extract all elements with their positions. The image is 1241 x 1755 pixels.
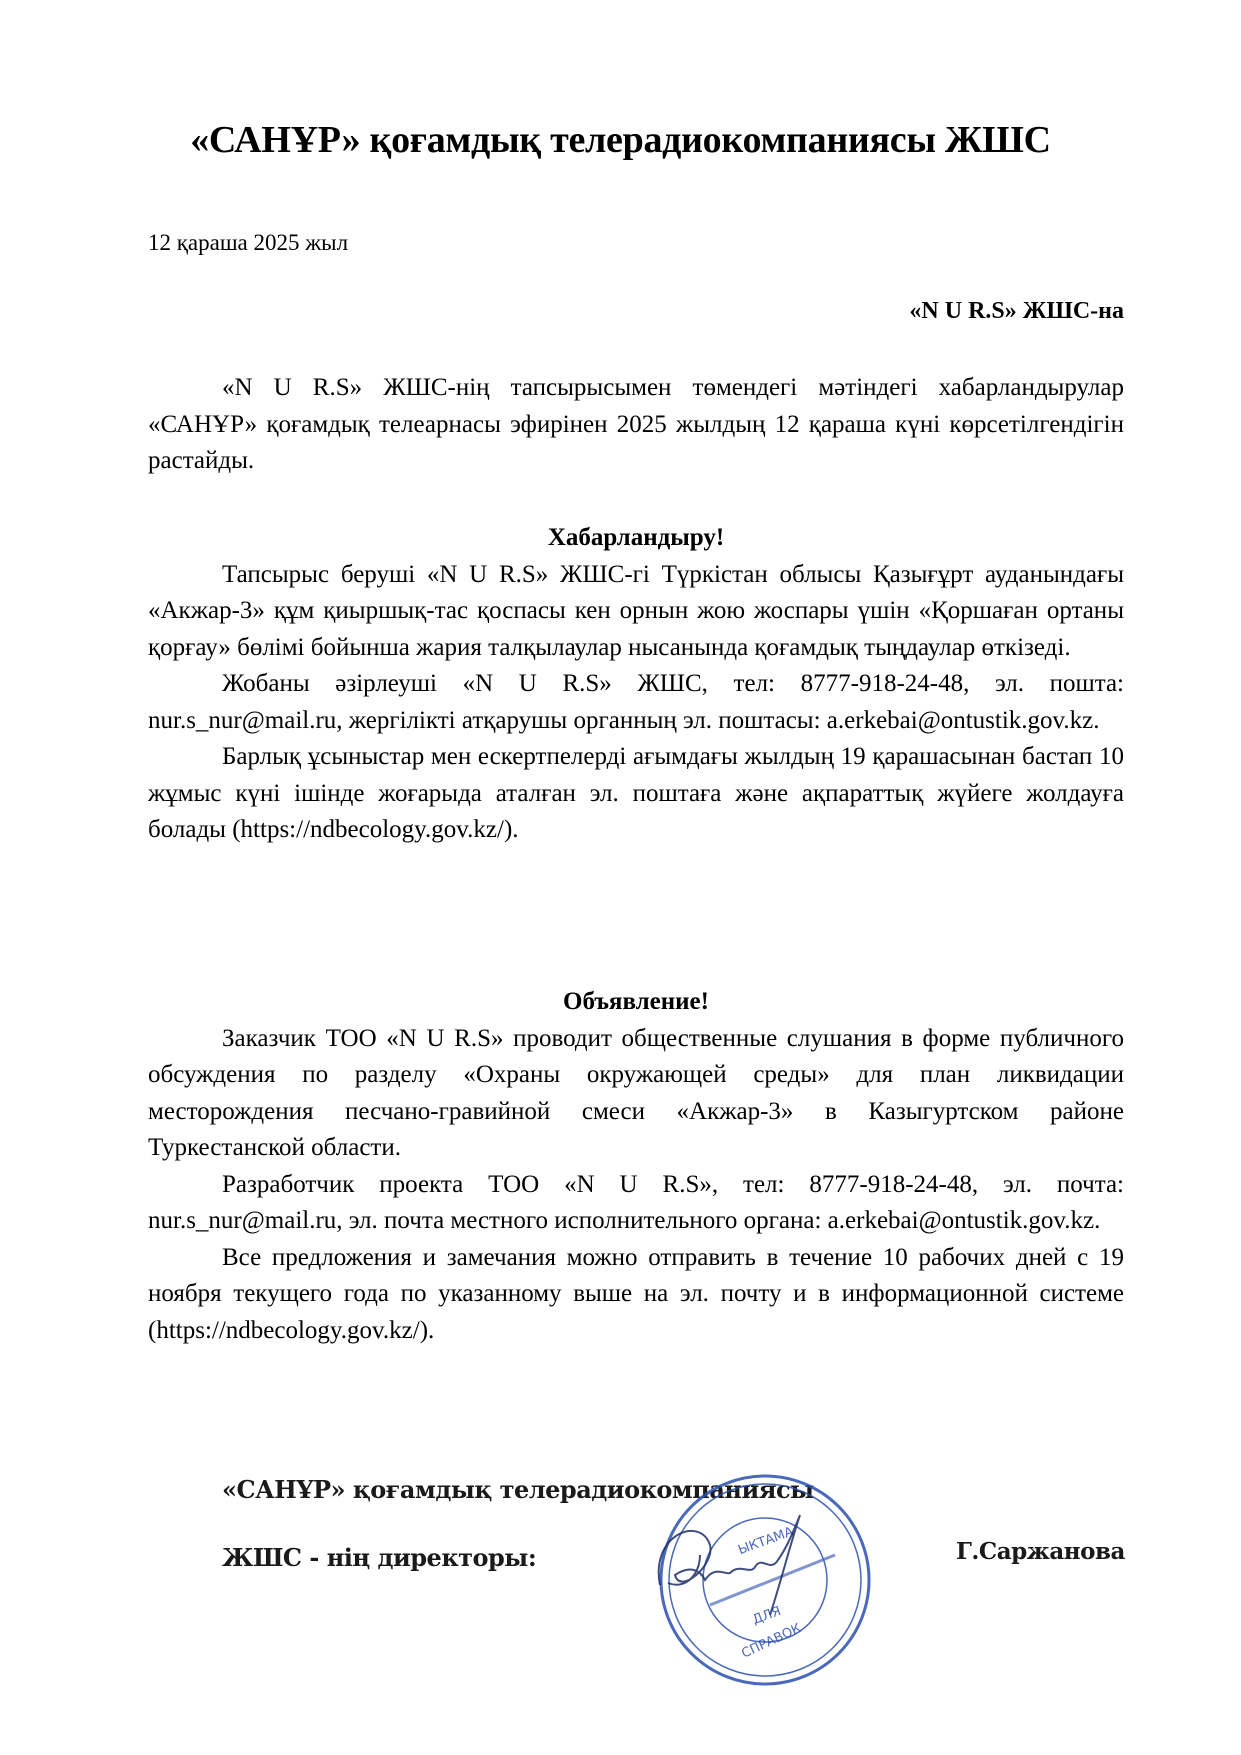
announcement-ru-paragraph: Все предложения и замечания можно отправить в течение 10 рабочих дней с 19 ноября текущего года по указанному выше на эл. почту и в информационной системе (https://ndbecology.gov.kz/). bbox=[148, 1243, 1124, 1344]
signature-role: ЖШС - нің директоры: bbox=[222, 1543, 537, 1572]
document-date: 12 қараша 2025 жыл bbox=[148, 230, 349, 255]
announcement-ru-paragraph: Разработчик проекта ТОО «N U R.S», тел: 8777-918-24-48, эл. почта: nur.s_nur@mail.ru, эл. почта местного исполнительного органа: a.erkebai@ontustik.gov.kz. bbox=[148, 1170, 1124, 1234]
intro-section bbox=[148, 370, 1124, 480]
announcement-ru-heading: Объявление! bbox=[563, 988, 709, 1015]
signature-name: Г.Саржанова bbox=[956, 1538, 1125, 1565]
stamp-text-mid: ДЛЯ bbox=[750, 1603, 784, 1628]
announcement-kz bbox=[148, 520, 1124, 849]
official-stamp-icon bbox=[640, 1455, 880, 1695]
announcement-kz-heading: Хабарландыру! bbox=[547, 524, 725, 551]
document-title: «САНҰР» қоғамдық телерадиокомпаниясы ЖШС bbox=[190, 119, 1051, 161]
addressee: «N U R.S» ЖШС-на bbox=[909, 298, 1124, 324]
signature-company: «САНҰР» қоғамдық телерадиокомпаниясы bbox=[222, 1475, 814, 1504]
announcement-kz-paragraph: Тапсырыс беруші «N U R.S» ЖШС-гі Түркістан облысы Қазығұрт ауданындағы «Акжар-3» құм қиыршық-тас қоспасы кен орнын жою жоспары үшін «Қоршаған ортаны қорғау» бөлімі бойынша жария талқылаулар нысанында қоғамдық тыңдаулар өткізеді. bbox=[148, 560, 1124, 661]
announcement-ru-paragraph: Заказчик ТОО «N U R.S» проводит общественные слушания в форме публичного обсуждения по разделу «Охраны окружающей среды» для план ликвидации месторождения песчано-гравийной смеси «Акжар-3» в Казыгуртском районе Туркестанской области. bbox=[148, 1024, 1124, 1161]
stamp-text-bottom: СПРАВОК bbox=[739, 1620, 804, 1662]
intro-paragraph: «N U R.S» ЖШС-нің тапсырысымен төмендегі мәтіндегі хабарландырулар «САНҰР» қоғамдық телеарнасы эфирінен 2025 жылдың 12 қараша күні көрсетілгендігін растайды. bbox=[148, 374, 1124, 474]
stamp-text-top: ЫКТАМА bbox=[736, 1524, 796, 1559]
announcement-kz-paragraph: Жобаны әзірлеуші «N U R.S» ЖШС, тел: 8777-918-24-48, эл. пошта: nur.s_nur@mail.ru, жергілікті атқарушы органның эл. поштасы: a.erkebai@ontustik.gov.kz. bbox=[148, 670, 1124, 734]
announcement-ru bbox=[148, 984, 1124, 1349]
announcement-kz-paragraph: Барлық ұсыныстар мен ескертпелерді ағымдағы жылдың 19 қарашасынан бастап 10 жұмыс күні ішінде жоғарыда аталған эл. поштаға және ақпараттық жүйеге жолдауға болады (https://ndbecology.gov.kz/). bbox=[148, 743, 1124, 843]
